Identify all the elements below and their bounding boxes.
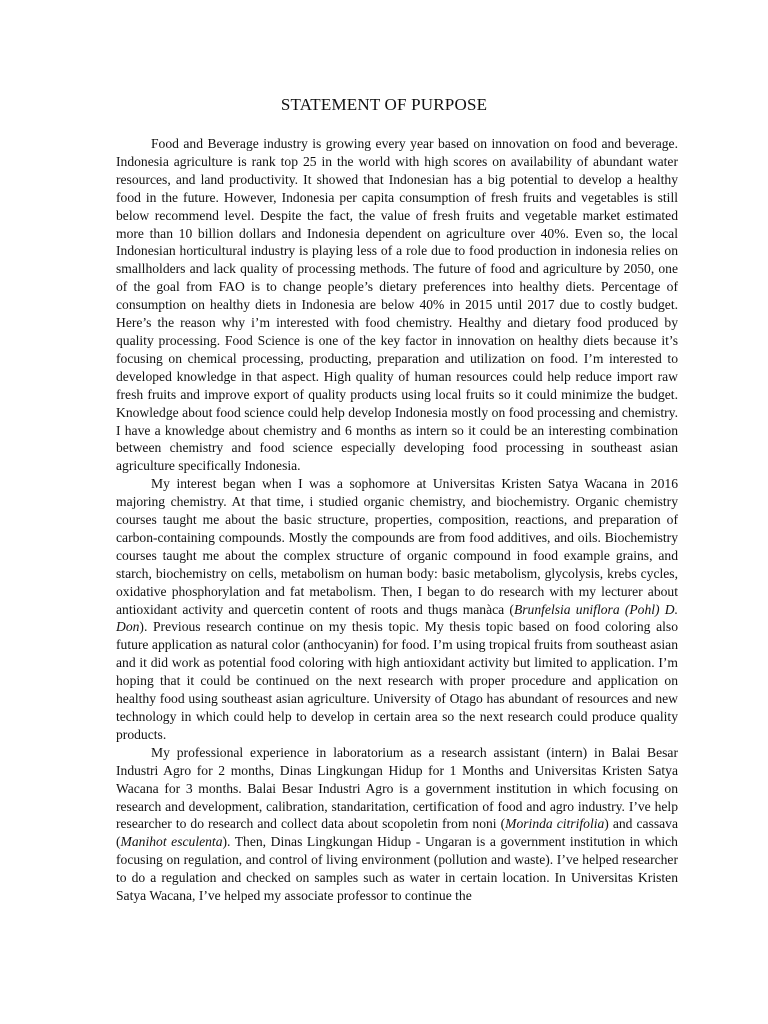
document-title: STATEMENT OF PURPOSE (280, 95, 488, 114)
species-name-brunfelsia: Brunfelsia uniflora (Pohl) D. Don (116, 601, 678, 635)
document-body (116, 135, 678, 905)
paragraph-food-industry (116, 135, 678, 475)
paragraph-text: My professional experience in laboratorium as a research assistant (intern) in Balai Besar Industri Agro for 2 months, Dinas Lingkungan Hidup for 1 Months and Universitas Kristen Satya Wacana for 3 months. Balai Besar Industri Agro is a government institution in which focusing on research and development, calibration, standaritation, certification of food and agro industry. I’ve help researcher to do research and collect data about scopoletin from noni ( (116, 744, 678, 832)
paragraph-interest (116, 475, 678, 744)
paragraph-text: ). Then, Dinas Lingkungan Hidup - Ungaran is a government institution in which focusing on regulation, and control of living environment (pollution and waste). I’ve helped researcher to do a regulation and checked on samples such as water in certain location. In Universitas Kristen Satya Wacana, I’ve helped my associate professor to continue the (116, 834, 678, 904)
paragraph-text: ). Previous research continue on my thesis topic. My thesis topic based on food coloring also future application as natural color (anthocyanin) for food. I’m using tropical fruits from southeast asian and it did work as potential food coloring with high antioxidant activity but limited to application. I’m hoping that it could be continued on the next research with proper procedure and application on healthy food using southeast asian agriculture. University of Otago has abundant of resources and new technology in which could help to develop in certain area so the next research could produce quality products. (116, 619, 678, 742)
paragraph-text: Food and Beverage industry is growing every year based on innovation on food and beverage. Indonesia agriculture is rank top 25 in the world with high scores on availability of abundant water resources, and land productivity. It showed that Indonesian has a big potential to develop a healthy food in the future. However, Indonesia per capita consumption of fresh fruits and vegetables is still below recommend level. Despite the fact, the value of fresh fruits and vegetable market estimated more than 10 billion dollars and Indonesia dependent on agriculture over 40%. Even so, the local Indonesian horticultural industry is playing less of a role due to food production in indonesia relies on smallholders and lack quality of processing methods. The future of food and agriculture by 2050, one of the goal from FAO is to change people’s dietary preferences into healthy diets. Percentage of consumption on healthy diets in Indonesia are below 40% in 2015 until 2017 due to costly budget. Here’s the reason why i’m interested with food chemistry. Healthy and dietary food produced by quality processing. Food Science is one of the key factor in innovation on healthy diets because it’s focusing on chemical processing, producting, preparation and utilization on food. I’m interested to developed knowledge in that aspect. High quality of human resources could help reduce import raw fresh fruits and improve export of quality products using local fruits so it could minimize the budget. Knowledge about food science could help develop Indonesia mostly on food processing and chemistry. I have a knowledge about chemistry and 6 months as intern so it could be an interesting combination between chemistry and food science especially developing food processing in southeast asian agriculture specifically Indonesia. (116, 136, 678, 474)
paragraph-text: My interest began when I was a sophomore at Universitas Kristen Satya Wacana in 2016 majoring chemistry. At that time, i studied organic chemistry, and biochemistry. Organic chemistry courses taught me about the basic structure, properties, composition, reactions, and preparation of carbon-containing compounds. Mostly the compounds are from food additives, and oils. Biochemistry courses taught me about the complex structure of organic compound in food example grains, and starch, biochemistry on cells, metabolism on human body: basic metabolism, glycolysis, krebs cycles, oxidative phosphorylation and fat metabolism. Then, I began to do research with my lecturer about antioxidant activity and quercetin content of roots and thugs manàca ( (116, 476, 678, 617)
species-name-manihot: Manihot esculenta (120, 834, 223, 850)
paragraph-experience (116, 744, 678, 905)
species-name-morinda: Morinda citrifolia (505, 816, 605, 832)
paragraph-text: ) and cassava ( (116, 816, 678, 850)
